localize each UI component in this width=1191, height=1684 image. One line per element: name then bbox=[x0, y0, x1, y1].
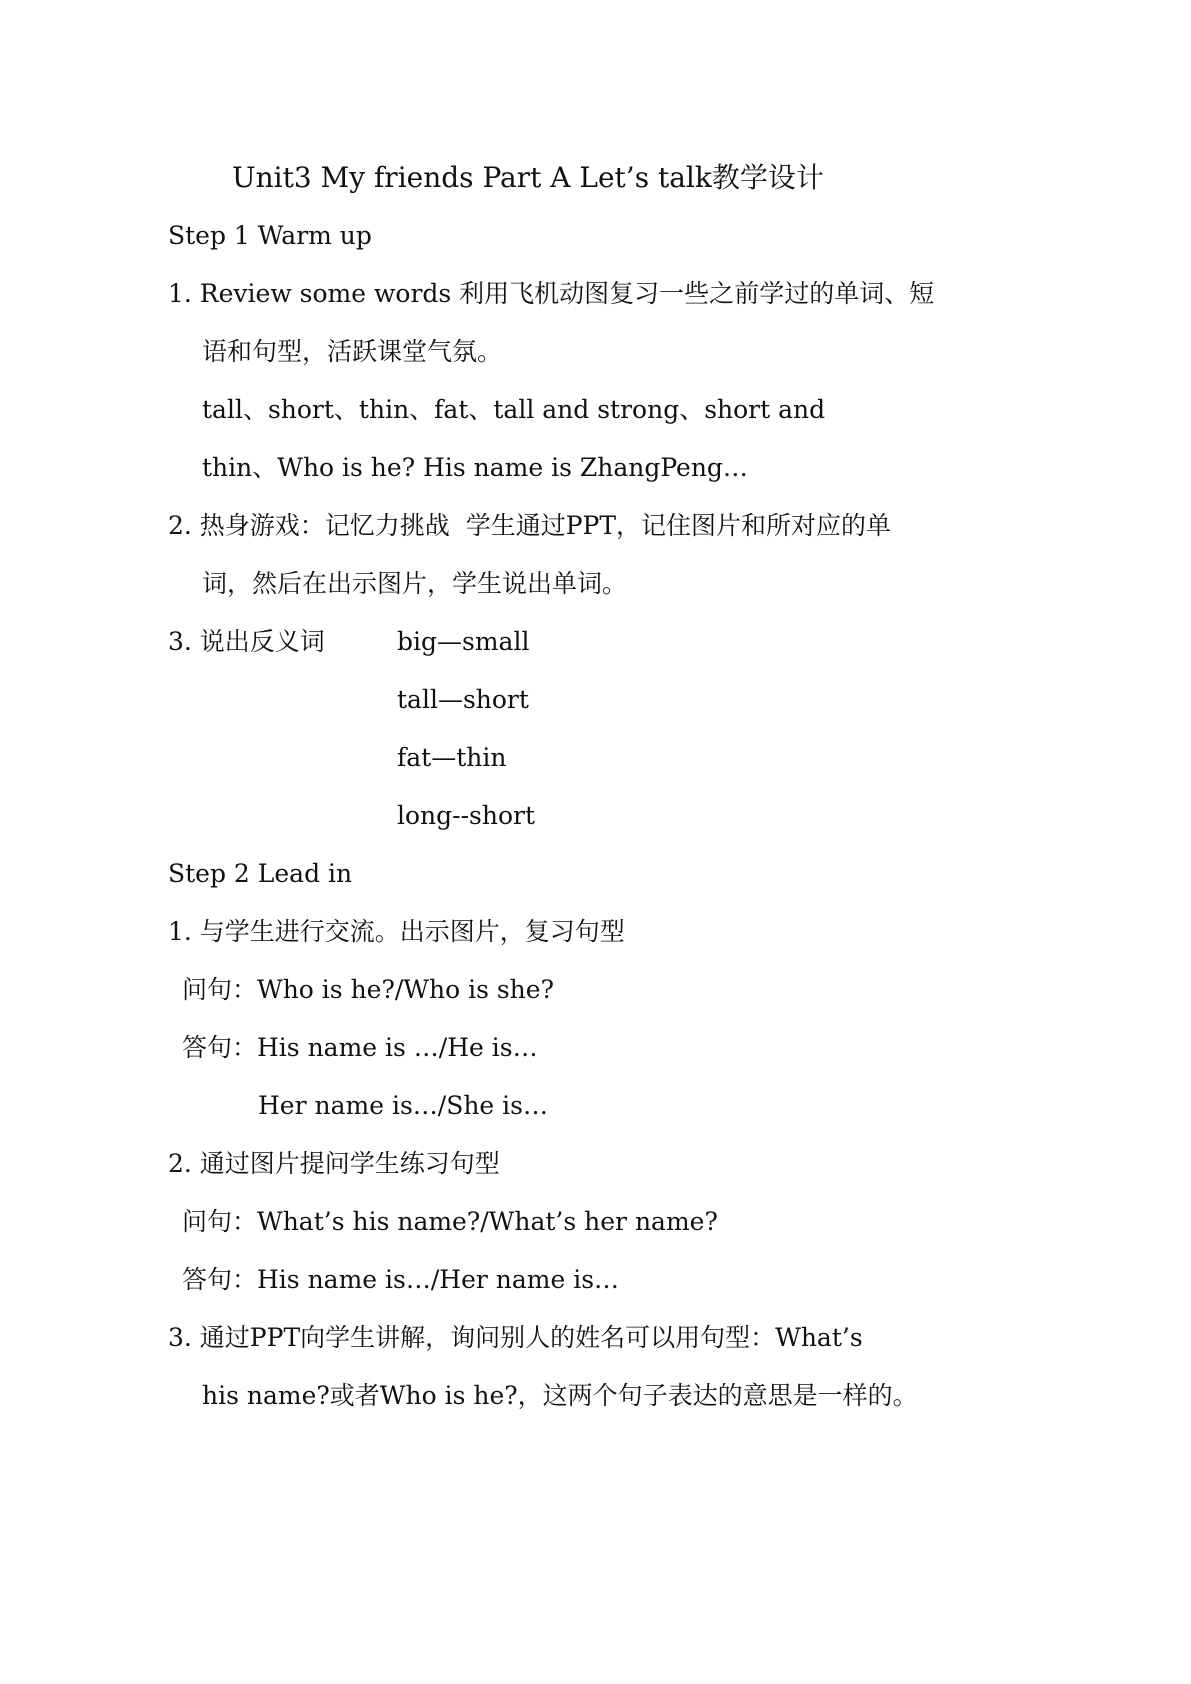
step2-item3-line1: 3. 通过PPT向学生讲解，询问别人的姓名可以用句型：What’s bbox=[168, 1323, 863, 1352]
antonym-pair: fat—thin bbox=[397, 743, 507, 772]
step2-item2: 2. 通过图片提问学生练习句型 bbox=[168, 1149, 500, 1178]
step1-heading: Step 1 Warm up bbox=[168, 221, 372, 250]
antonym-pair: tall—short bbox=[397, 685, 529, 714]
step1-item2-line1: 2. 热身游戏：记忆力挑战 学生通过PPT，记住图片和所对应的单 bbox=[168, 511, 892, 540]
step1-item1-line2: 语和句型，活跃课堂气氛。 bbox=[202, 337, 503, 366]
step2-item1-question: 问句：Who is he?/Who is she? bbox=[182, 975, 554, 1004]
step1-item2-line2: 词，然后在出示图片，学生说出单词。 bbox=[202, 569, 628, 598]
document-title: Unit3 My friends Part A Let’s talk教学设计 bbox=[232, 161, 824, 194]
step2-item1-answer2: Her name is…/She is… bbox=[258, 1091, 548, 1120]
antonym-pair: big—small bbox=[397, 627, 530, 656]
antonym-pair: long--short bbox=[397, 801, 536, 830]
step1-words-line2: thin、Who is he? His name is ZhangPeng… bbox=[202, 453, 748, 482]
step2-item1-answer1: 答句：His name is …/He is… bbox=[182, 1033, 538, 1062]
step1-item1-line1: 1. Review some words 利用飞机动图复习一些之前学过的单词、短 bbox=[168, 279, 935, 308]
step1-words-line1: tall、short、thin、fat、tall and strong、short and bbox=[202, 395, 826, 424]
step2-heading: Step 2 Lead in bbox=[168, 859, 353, 888]
step2-item1: 1. 与学生进行交流。出示图片，复习句型 bbox=[168, 917, 625, 946]
step1-item3-label: 3. 说出反义词 bbox=[168, 627, 325, 656]
step2-item2-answer: 答句：His name is…/Her name is… bbox=[182, 1265, 620, 1294]
step2-item3-line2: his name?或者Who is he?，这两个句子表达的意思是一样的。 bbox=[202, 1381, 918, 1410]
step2-item2-question: 问句：What’s his name?/What’s her name? bbox=[182, 1207, 718, 1236]
